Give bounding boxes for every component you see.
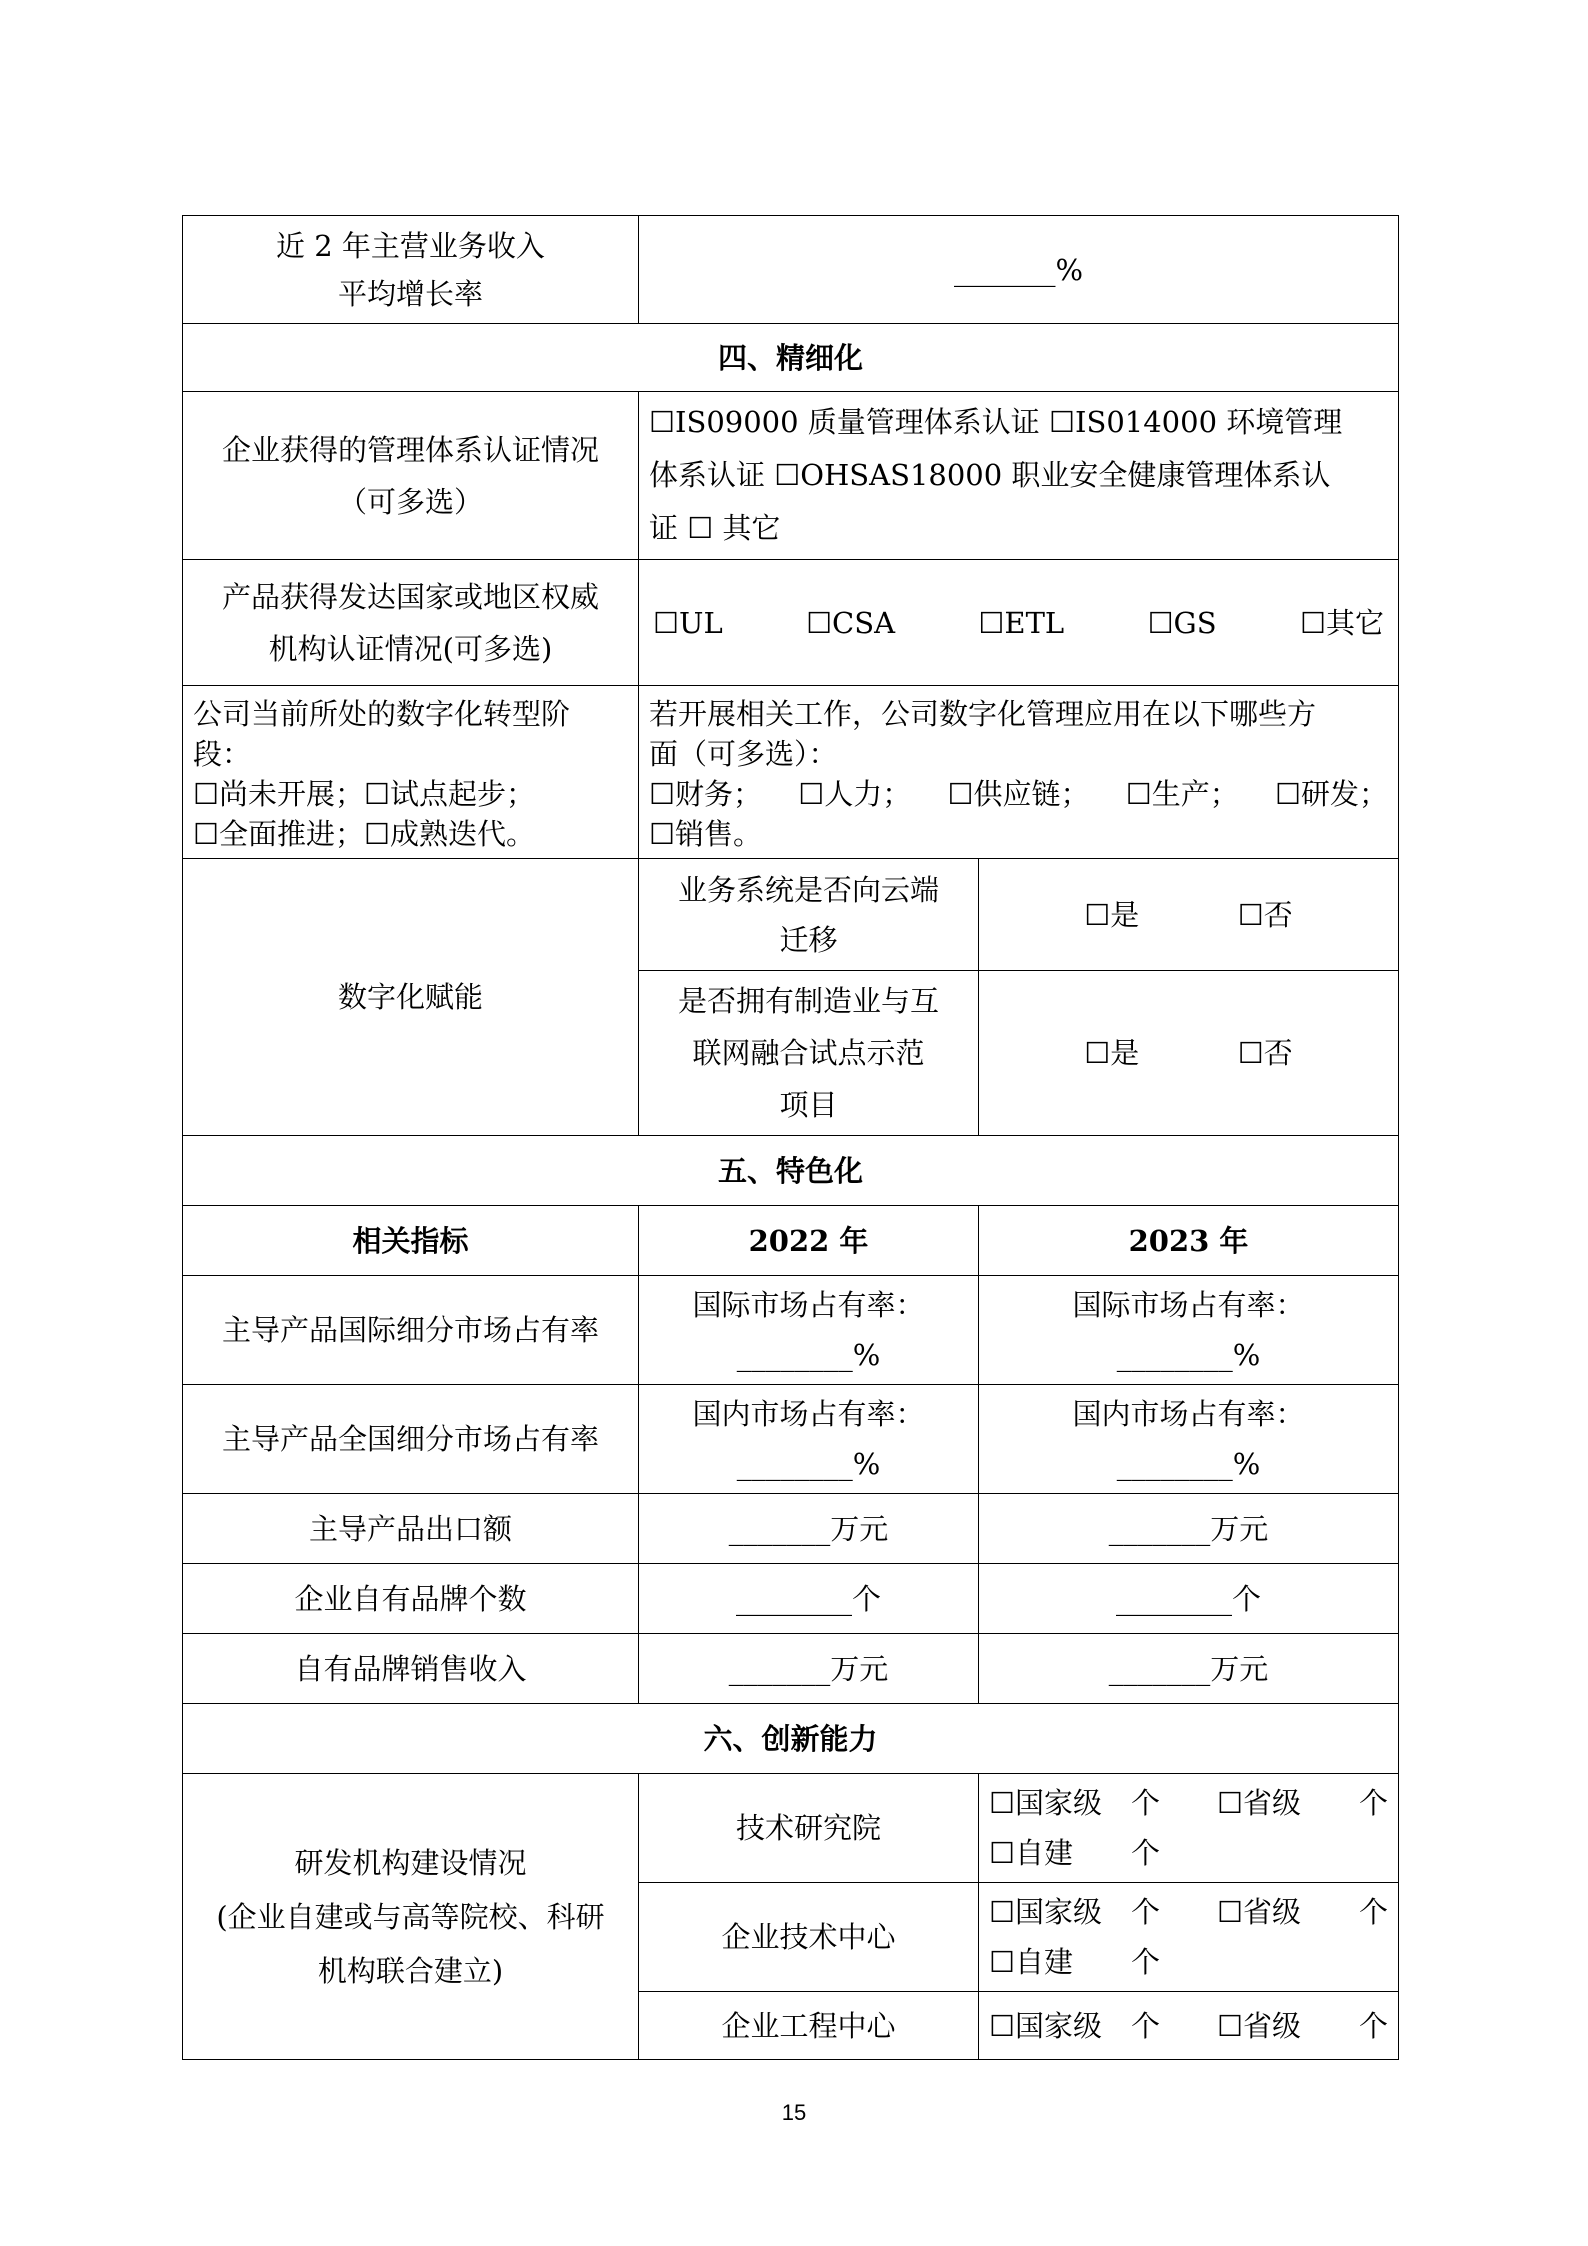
mgmt-cert-label-line2: （可多选）: [337, 484, 483, 519]
domestic-share-2023-text: 国内市场占有率：: [1072, 1397, 1305, 1431]
pilot-question: [639, 971, 979, 1136]
cloud-question-line1: 业务系统是否向云端: [677, 872, 939, 907]
product-cert-row: [183, 560, 1399, 686]
intl-share-2023-text: 国际市场占有率：: [1072, 1288, 1305, 1322]
mgmt-cert-row: [183, 392, 1399, 560]
engineering-center-national[interactable]: ☐国家级 个: [989, 2008, 1160, 2043]
cloud-no-checkbox[interactable]: ☐否: [1237, 897, 1293, 932]
domestic-share-label: 主导产品全国细分市场占有率: [183, 1385, 639, 1494]
brand-count-2022[interactable]: ________个: [639, 1564, 979, 1634]
digital-app-cell[interactable]: [639, 686, 1399, 859]
checkbox-csa[interactable]: ☐CSA: [806, 605, 896, 640]
cloud-answer: [979, 859, 1399, 971]
checkbox-etl[interactable]: ☐ETL: [978, 605, 1065, 640]
cloud-row: [183, 859, 1399, 971]
intl-share-2022[interactable]: [639, 1276, 979, 1385]
research-institute-label: 技术研究院: [639, 1774, 979, 1883]
domestic-share-2023[interactable]: [979, 1385, 1399, 1494]
growth-label-line2: 平均增长率: [337, 276, 483, 311]
domestic-share-2022-text: 国内市场占有率：: [692, 1397, 925, 1431]
checkbox-hr[interactable]: ☐人力；: [798, 777, 912, 811]
brand-revenue-row: [183, 1634, 1399, 1704]
engineering-center-provincial[interactable]: ☐省级 个: [1217, 2008, 1388, 2043]
cloud-question: [639, 859, 979, 971]
mgmt-cert-line2[interactable]: 体系认证 ☐OHSAS18000 职业安全健康管理体系认: [649, 458, 1331, 492]
product-cert-label-line1: 产品获得发达国家或地区权威: [221, 579, 599, 614]
brand-count-row: [183, 1564, 1399, 1634]
cloud-yes-checkbox[interactable]: ☐是: [1084, 897, 1140, 932]
section4-title: 四、精细化: [183, 324, 1399, 392]
checkbox-gs[interactable]: ☐GS: [1147, 605, 1217, 640]
digital-stage-line3[interactable]: ☐尚未开展；☐试点起步；: [193, 777, 535, 811]
digital-app-line2: 面（可多选）：: [649, 737, 838, 771]
domestic-share-row: [183, 1385, 1399, 1494]
export-label: 主导产品出口额: [183, 1494, 639, 1564]
tech-center-self-built[interactable]: ☐自建 个: [989, 1945, 1160, 1979]
pilot-question-line1: 是否拥有制造业与互: [677, 984, 939, 1018]
section5-title: 五、特色化: [183, 1136, 1399, 1206]
domestic-share-2022-blank[interactable]: ________%: [736, 1447, 881, 1481]
research-institute-provincial[interactable]: ☐省级 个: [1217, 1786, 1388, 1820]
research-institute-row: [183, 1774, 1399, 1883]
mgmt-cert-line3[interactable]: 证 ☐ 其它: [649, 511, 781, 545]
growth-row: [183, 216, 1399, 324]
checkbox-sales[interactable]: ☐销售。: [649, 817, 762, 851]
brand-revenue-label: 自有品牌销售收入: [183, 1634, 639, 1704]
pilot-answer: [979, 971, 1399, 1136]
section5-header-row: [183, 1136, 1399, 1206]
section6-title: 六、创新能力: [183, 1704, 1399, 1774]
brand-revenue-2022[interactable]: _______万元: [639, 1634, 979, 1704]
domestic-share-2023-blank[interactable]: ________%: [1116, 1447, 1261, 1481]
checkbox-other-cert[interactable]: ☐其它: [1299, 605, 1384, 640]
intl-share-2022-text: 国际市场占有率：: [692, 1288, 925, 1322]
checkbox-supply-chain[interactable]: ☐供应链；: [947, 777, 1090, 811]
checkbox-rnd[interactable]: ☐研发；: [1275, 777, 1388, 811]
research-institute-self-built[interactable]: ☐自建 个: [989, 1836, 1160, 1870]
cloud-question-line2: 迁移: [779, 922, 838, 957]
mgmt-cert-label-line1: 企业获得的管理体系认证情况: [221, 432, 599, 467]
export-2023[interactable]: _______万元: [979, 1494, 1399, 1564]
checkbox-production[interactable]: ☐生产；: [1125, 777, 1239, 811]
research-institute-options[interactable]: [979, 1774, 1399, 1883]
growth-label-line1: 近 2 年主营业务收入: [276, 228, 545, 263]
tech-center-provincial[interactable]: ☐省级 个: [1217, 1895, 1388, 1929]
brand-count-2023[interactable]: ________个: [979, 1564, 1399, 1634]
intl-share-label: 主导产品国际细分市场占有率: [183, 1276, 639, 1385]
tech-center-options[interactable]: [979, 1883, 1399, 1992]
intl-share-row: [183, 1276, 1399, 1385]
rd-org-label-line1: 研发机构建设情况: [294, 1845, 527, 1880]
intl-share-2023-blank[interactable]: ________%: [1116, 1338, 1261, 1372]
section4-header-row: [183, 324, 1399, 392]
engineering-center-options[interactable]: [979, 1992, 1399, 2060]
intl-share-2022-blank[interactable]: ________%: [736, 1338, 881, 1372]
rd-org-label: [183, 1774, 639, 2060]
pilot-yes-checkbox[interactable]: ☐是: [1084, 1036, 1140, 1070]
digital-stage-line2: 段：: [193, 737, 252, 771]
brand-revenue-2023[interactable]: _______万元: [979, 1634, 1399, 1704]
tech-center-national[interactable]: ☐国家级 个: [989, 1895, 1160, 1929]
digital-stage-cell[interactable]: [183, 686, 639, 859]
checkbox-finance[interactable]: ☐财务；: [649, 777, 762, 811]
pilot-question-line3: 项目: [779, 1088, 838, 1122]
digital-empower-label: 数字化赋能: [183, 859, 639, 1136]
digital-app-line1: 若开展相关工作，公司数字化管理应用在以下哪些方: [649, 697, 1317, 731]
export-2022[interactable]: _______万元: [639, 1494, 979, 1564]
intl-share-2023[interactable]: [979, 1276, 1399, 1385]
application-form-table: [182, 215, 1399, 2060]
page-number: 15: [781, 2100, 807, 2125]
checkbox-ul[interactable]: ☐UL: [653, 605, 723, 640]
digital-stage-line4[interactable]: ☐全面推进；☐成熟迭代。: [193, 817, 535, 851]
mgmt-cert-label: [183, 392, 639, 560]
section6-header-row: [183, 1704, 1399, 1774]
engineering-center-label: 企业工程中心: [639, 1992, 979, 2060]
product-cert-label: [183, 560, 639, 686]
mgmt-cert-line1[interactable]: ☐IS09000 质量管理体系认证 ☐IS014000 环境管理: [649, 405, 1343, 439]
research-institute-national[interactable]: ☐国家级 个: [989, 1786, 1160, 1820]
product-cert-label-line2: 机构认证情况(可多选): [268, 631, 553, 666]
pilot-no-checkbox[interactable]: ☐否: [1237, 1036, 1293, 1070]
product-cert-options[interactable]: [639, 560, 1399, 686]
pilot-question-line2: 联网融合试点示范: [692, 1036, 925, 1070]
rd-org-label-line3: 机构联合建立): [317, 1953, 504, 1988]
domestic-share-2022[interactable]: [639, 1385, 979, 1494]
header-indicator: 相关指标: [183, 1206, 639, 1276]
growth-label: [183, 216, 639, 324]
tech-center-label: 企业技术中心: [639, 1883, 979, 1992]
export-row: [183, 1494, 1399, 1564]
digital-stage-row: [183, 686, 1399, 859]
brand-count-label: 企业自有品牌个数: [183, 1564, 639, 1634]
growth-value[interactable]: _______%: [639, 216, 1399, 324]
digital-stage-line1: 公司当前所处的数字化转型阶: [193, 697, 571, 731]
mgmt-cert-options[interactable]: [639, 392, 1399, 560]
header-2023: 2023 年: [979, 1206, 1399, 1276]
header-2022: 2022 年: [639, 1206, 979, 1276]
rd-org-label-line2: (企业自建或与高等院校、科研: [216, 1899, 605, 1934]
section5-column-headers: [183, 1206, 1399, 1276]
